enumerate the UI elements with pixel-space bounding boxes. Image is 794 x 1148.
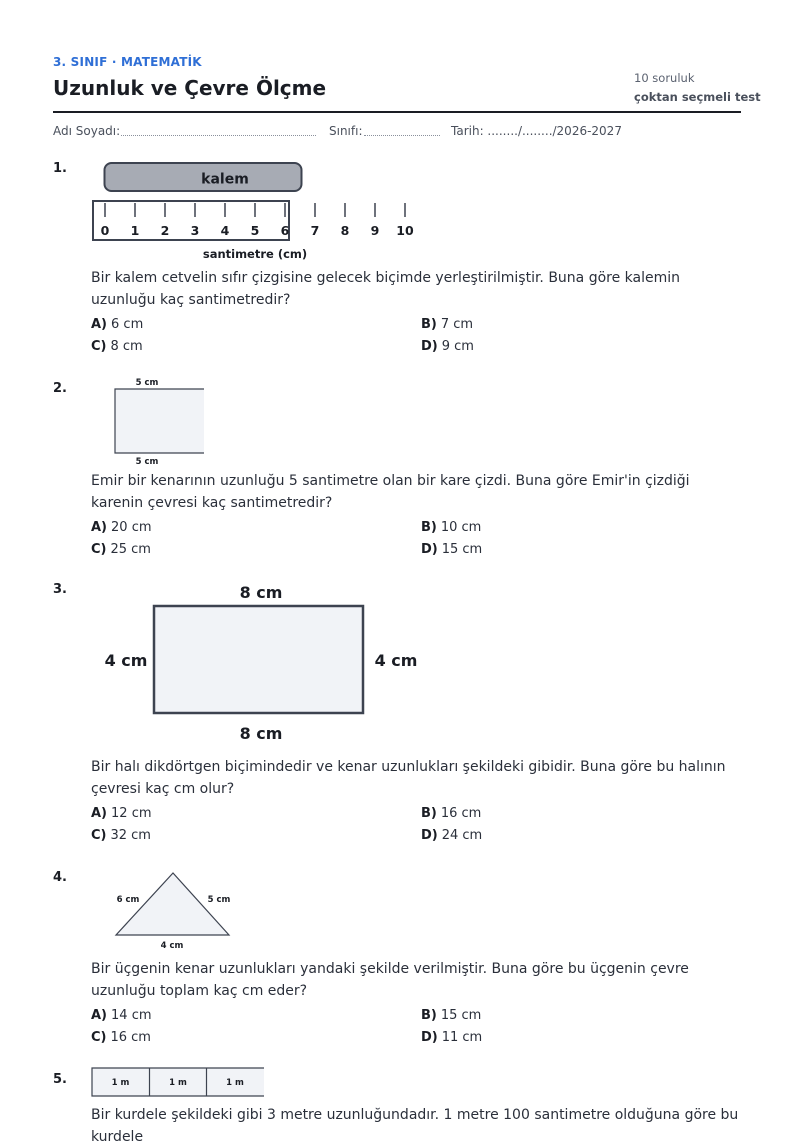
option-a[interactable] (91, 520, 152, 535)
option-letter: D) (421, 339, 438, 354)
class-label: Sınıfı: (329, 124, 363, 138)
option-c[interactable] (91, 828, 151, 843)
header-divider (53, 111, 741, 113)
ruler-tick-label: 1 (130, 223, 140, 238)
square-bottom-label: 5 cm (135, 457, 159, 467)
rect-shape (154, 606, 363, 713)
option-b[interactable] (421, 317, 473, 332)
ruler-tick-label: 0 (100, 223, 110, 238)
option-text: 24 cm (441, 828, 483, 843)
triangle-right-label: 5 cm (207, 895, 231, 905)
option-letter: C) (91, 828, 107, 843)
ruler-tick-label: 6 (280, 223, 290, 238)
option-text: 7 cm (440, 317, 474, 332)
question-text: Emir bir kenarının uzunluğu 5 santimetre olan bir kare çizdi. Buna göre Emir'in çizdiği karenin çevresi kaç santimetredir? (91, 473, 690, 511)
option-text: 10 cm (440, 520, 482, 535)
question-text: Bir kalem cetvelin sıfır çizgisine gelecek biçimde yerleştirilmiştir. Buna göre kalemin uzunluğu kaç santimetredir? (91, 270, 681, 308)
option-letter: A) (91, 806, 108, 821)
option-text: 25 cm (110, 542, 151, 557)
option-text: 15 cm (441, 542, 483, 557)
ruler-tick-label: 5 (250, 223, 260, 238)
option-text: 9 cm (441, 339, 474, 354)
subject-label: 3. SINIF · MATEMATİK (53, 55, 202, 69)
question-number: 5. (53, 1072, 67, 1087)
triangle-figure (108, 866, 238, 952)
question-number: 3. (53, 582, 67, 597)
square-fill (115, 389, 204, 453)
ruler-ticks (101, 203, 414, 238)
option-c[interactable] (91, 339, 143, 354)
option-letter: B) (421, 317, 437, 332)
option-letter: B) (421, 520, 437, 535)
option-letter: A) (91, 520, 108, 535)
ruler-tick-label: 3 (190, 223, 200, 238)
test-type: çoktan seçmeli test (634, 90, 761, 104)
option-a[interactable] (91, 1008, 152, 1023)
ruler-tick-label: 8 (340, 223, 350, 238)
question-number: 1. (53, 161, 67, 176)
ruler-tick-label: 9 (370, 223, 380, 238)
class-field[interactable] (364, 135, 440, 136)
option-text: 11 cm (441, 1030, 483, 1045)
option-letter: A) (91, 1008, 108, 1023)
option-text: 12 cm (111, 806, 152, 821)
page-title: Uzunluk ve Çevre Ölçme (53, 76, 327, 100)
date-label: Tarih: ......../......../2026-2027 (451, 124, 622, 138)
rectangle-figure (98, 578, 428, 748)
question-text: Bir kurdele şekildeki gibi 3 metre uzunluğundadır. 1 metre 100 santimetre olduğuna göre bu kurdele (91, 1107, 739, 1145)
option-b[interactable] (421, 1008, 481, 1023)
pencil-label: kalem (201, 171, 249, 188)
ruler-tick-label: 4 (220, 223, 230, 238)
option-text: 16 cm (440, 806, 482, 821)
option-letter: D) (421, 1030, 438, 1045)
option-d[interactable] (421, 1030, 482, 1045)
question-number: 2. (53, 381, 67, 396)
question-text: Bir üçgenin kenar uzunlukları yandaki şekilde verilmiştir. Buna göre bu üçgenin çevre uzunluğu toplam kaç cm eder? (91, 961, 689, 999)
ruler-tick-label: 2 (160, 223, 170, 238)
option-b[interactable] (421, 520, 481, 535)
option-letter: B) (421, 806, 437, 821)
option-letter: A) (91, 317, 108, 332)
ruler-tick-label: 7 (310, 223, 320, 238)
option-letter: C) (91, 542, 107, 557)
ribbon-segment-label: 1 m (111, 1078, 130, 1088)
rect-top-label: 8 cm (239, 583, 283, 602)
rect-bottom-label: 8 cm (239, 724, 283, 743)
triangle-bottom-label: 4 cm (160, 941, 184, 951)
option-letter: C) (91, 339, 107, 354)
option-letter: B) (421, 1008, 437, 1023)
option-text: 8 cm (110, 339, 143, 354)
option-text: 14 cm (111, 1008, 152, 1023)
option-letter: D) (421, 542, 438, 557)
ribbon-segment-label: 1 m (226, 1078, 244, 1088)
rect-left-label: 4 cm (104, 651, 148, 670)
question-count: 10 soruluk (634, 71, 695, 85)
option-b[interactable] (421, 806, 481, 821)
option-d[interactable] (421, 542, 482, 557)
option-d[interactable] (421, 828, 482, 843)
rect-right-label: 4 cm (374, 651, 418, 670)
pencil-ruler-figure (88, 158, 428, 263)
name-field[interactable] (121, 135, 316, 136)
question-text: Bir halı dikdörtgen biçimindedir ve kenar uzunlukları şekildeki gibidir. Buna göre bu halının çevresi kaç cm olur? (91, 759, 726, 797)
option-text: 20 cm (111, 520, 152, 535)
ruler-tick-label: 10 (396, 223, 414, 238)
option-d[interactable] (421, 339, 474, 354)
option-text: 32 cm (110, 828, 151, 843)
ribbon-segment-label: 1 m (169, 1078, 187, 1088)
square-figure (108, 374, 218, 468)
triangle-left-label: 6 cm (116, 895, 140, 905)
option-a[interactable] (91, 806, 152, 821)
question-number: 4. (53, 870, 67, 885)
option-text: 6 cm (111, 317, 144, 332)
option-text: 15 cm (440, 1008, 482, 1023)
name-label: Adı Soyadı: (53, 124, 121, 138)
option-a[interactable] (91, 317, 143, 332)
option-text: 16 cm (110, 1030, 151, 1045)
option-letter: D) (421, 828, 438, 843)
option-c[interactable] (91, 542, 151, 557)
ruler-unit-label: santimetre (cm) (202, 247, 308, 261)
square-top-label: 5 cm (135, 378, 159, 388)
ribbon-figure (90, 1066, 270, 1100)
option-letter: C) (91, 1030, 107, 1045)
option-c[interactable] (91, 1030, 151, 1045)
